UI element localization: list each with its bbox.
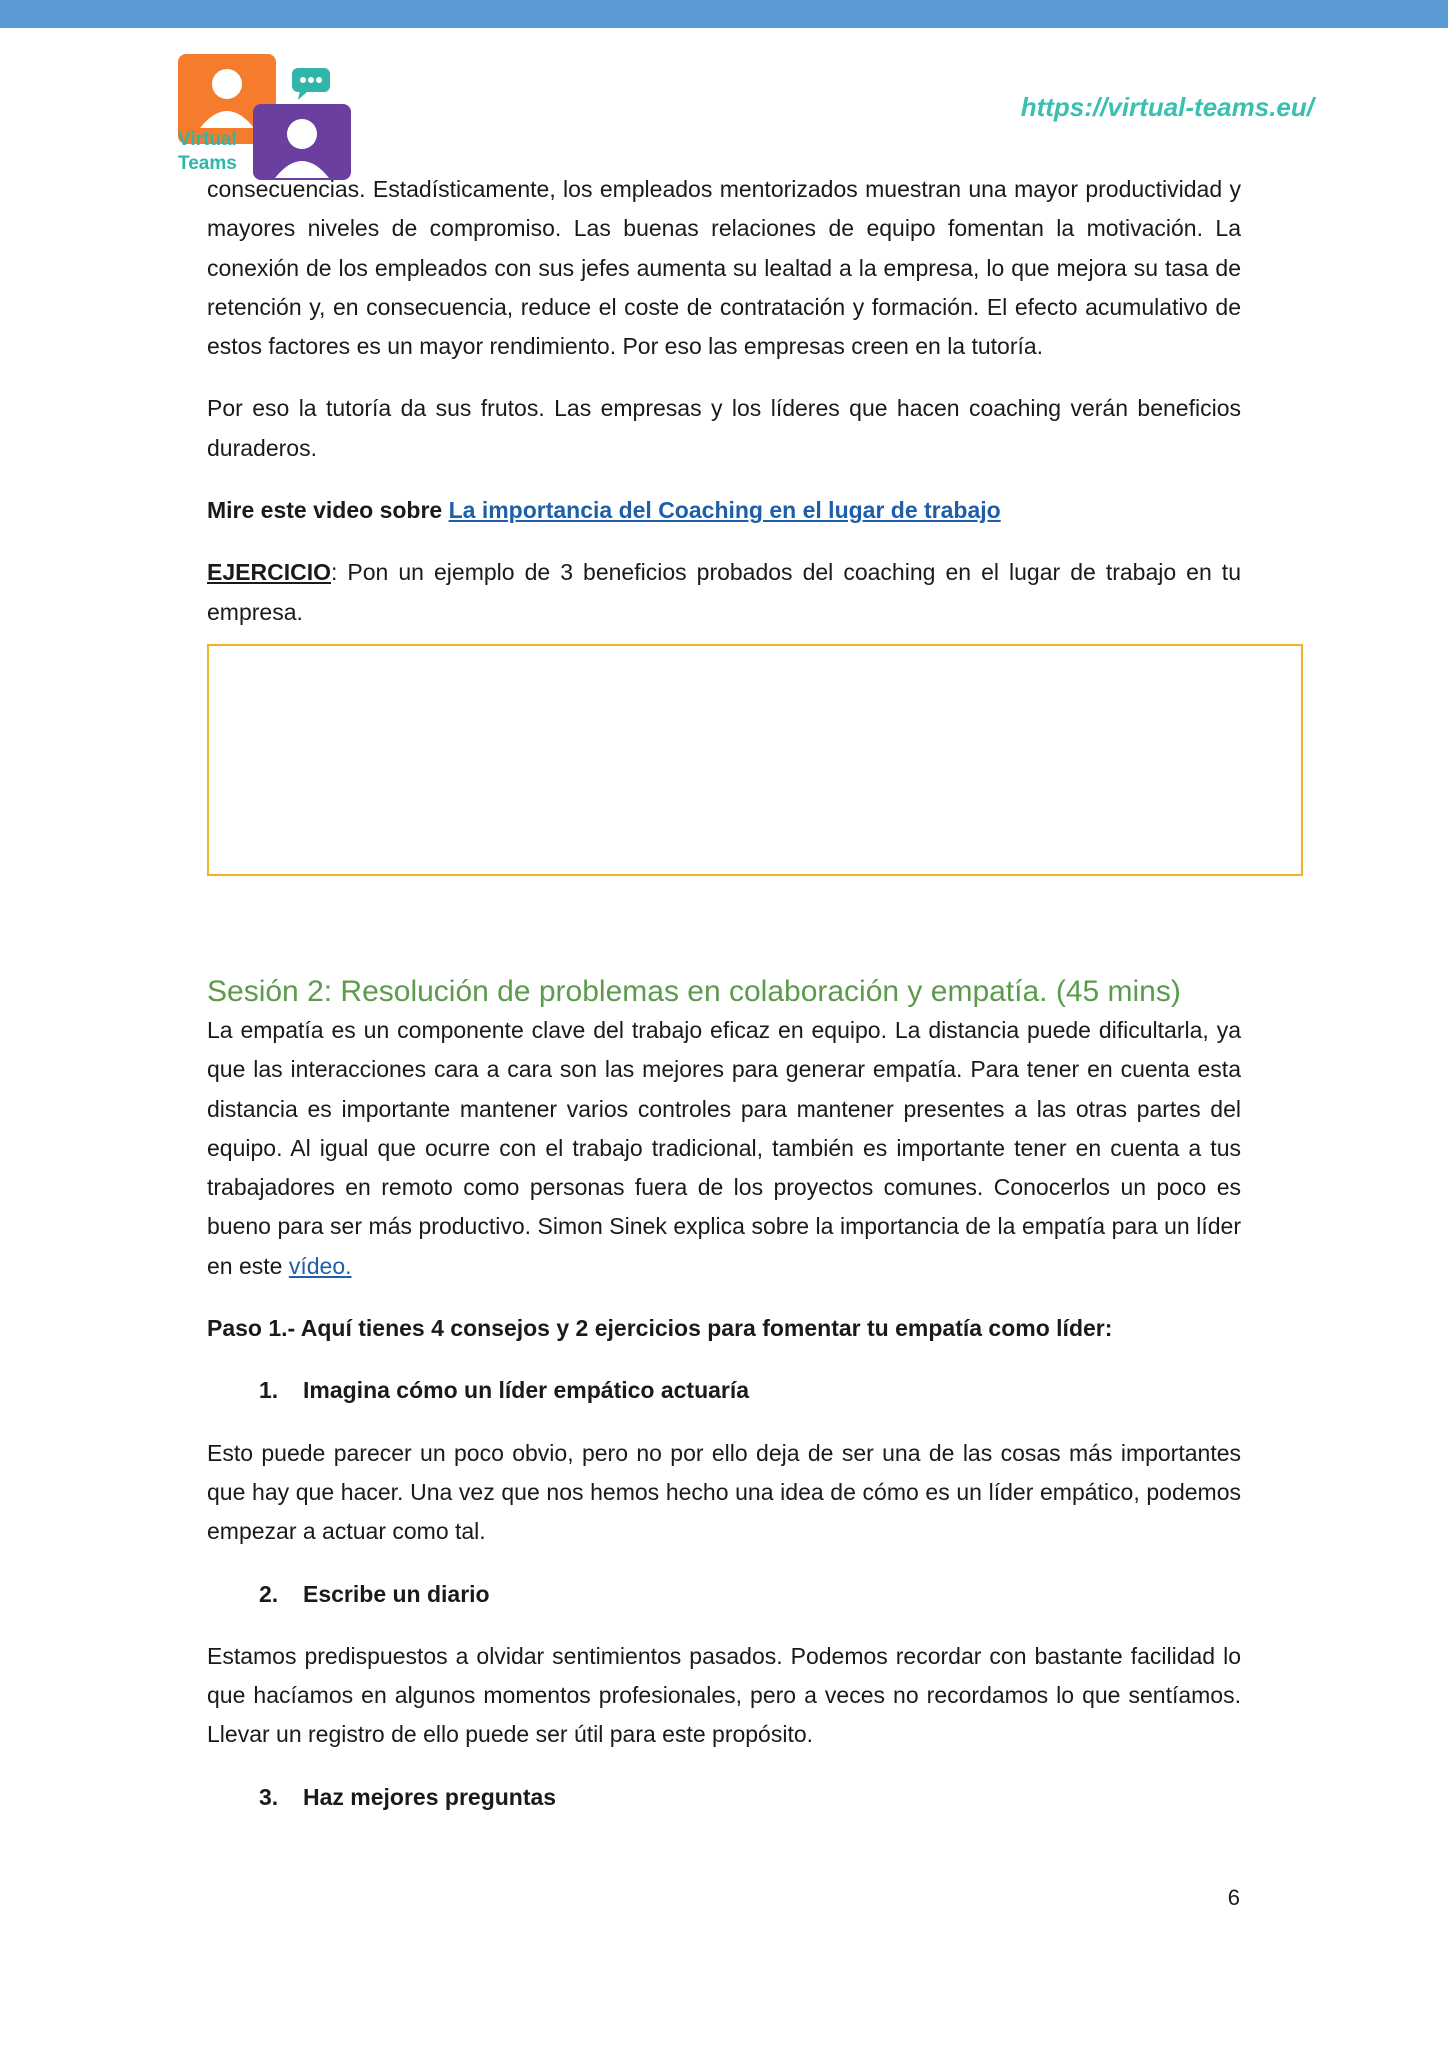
sinek-video-link[interactable]: vídeo. bbox=[288, 1252, 352, 1279]
session-2-intro-text: La empatía es un componente clave del trabajo eficaz en equipo. La distancia puede dificultarla, ya que las interacciones cara a cara son las mejores para generar empatía. Para tener en cuenta esta distancia es importante mantener varios controles para mantener presentes a las otras partes del equipo. Al igual que ocurre con el trabajo tradicional, también es importante tener en cuenta a tus trabajadores en remoto como personas fuera de los proyectos comunes. Conocerlos un poco es bueno para ser más productivo. Simon Sinek explica sobre la importancia de la empatía para un líder en este bbox=[207, 1016, 1241, 1279]
site-url-link[interactable]: https://virtual-teams.eu/ bbox=[1020, 92, 1314, 122]
paragraph-mentoring: consecuencias. Estadísticamente, los empleados mentorizados muestran una mayor productividad y mayores niveles de compromiso. Las buenas relaciones de equipo fomentan la motivación. La conexión de los empleados con sus jefes aumenta su lealtad a la empresa, lo que mejora su tasa de retención y, en consecuencia, reduce el coste de contratación y formación. El efecto acumulativo de estos factores es un mayor rendimiento. Por eso las empresas creen en la tutoría. bbox=[207, 176, 1241, 360]
video-reference bbox=[207, 491, 1241, 530]
tip-1-title-text: Imagina cómo un líder empático actuaría bbox=[303, 1377, 750, 1404]
exercise-paragraph bbox=[207, 553, 1241, 632]
paragraph-coaching-benefits: Por eso la tutoría da sus frutos. Las empresas y los líderes que hacen coaching verán beneficios duraderos. bbox=[207, 395, 1241, 461]
session-2-heading: Sesión 2: Resolución de problemas en colaboración y empatía. (45 mins) bbox=[207, 974, 1181, 1008]
top-bar bbox=[0, 0, 1448, 28]
video-prefix: Mire este video sobre bbox=[207, 497, 449, 524]
tip-2-title bbox=[259, 1575, 1241, 1614]
tip-1-number: 1. bbox=[259, 1377, 279, 1404]
session-2-intro bbox=[207, 1011, 1241, 1286]
page-number: 6 bbox=[1227, 1885, 1240, 1910]
tip-2-number: 2. bbox=[259, 1580, 279, 1607]
exercise-label: EJERCICIO bbox=[207, 559, 331, 586]
tip-3-number: 3. bbox=[259, 1783, 279, 1810]
logo-text-line1: Virtual bbox=[178, 129, 237, 150]
exercise-answer-box[interactable] bbox=[207, 644, 1303, 876]
tip-2-text: Estamos predispuestos a olvidar sentimientos pasados. Podemos recordar con bastante facilidad lo que hacíamos en algunos momentos profesionales, pero a veces no recordamos lo que sentíamos. Llevar un registro de ello puede ser útil para este propósito. bbox=[207, 1642, 1241, 1748]
logo-text-line2: Teams bbox=[178, 153, 237, 174]
tip-1-title bbox=[259, 1371, 1241, 1410]
coaching-video-link[interactable]: La importancia del Coaching en el lugar de trabajo bbox=[448, 497, 1001, 524]
step-1: Paso 1.- Aquí tienes 4 consejos y 2 ejercicios para fomentar tu empatía como líder: bbox=[207, 1315, 1113, 1342]
exercise-text: : Pon un ejemplo de 3 beneficios probados del coaching en el lugar de trabajo en tu empresa. bbox=[207, 559, 1241, 625]
tip-2-title-text: Escribe un diario bbox=[303, 1580, 490, 1607]
tip-3-title-text: Haz mejores preguntas bbox=[303, 1783, 557, 1810]
tip-1-text: Esto puede parecer un poco obvio, pero no por ello deja de ser una de las cosas más importantes que hay que hacer. Una vez que nos hemos hecho una idea de cómo es un líder empático, podemos empezar a actuar como tal. bbox=[207, 1439, 1241, 1545]
tip-3-title bbox=[259, 1778, 1241, 1817]
document-body bbox=[207, 170, 1241, 1840]
